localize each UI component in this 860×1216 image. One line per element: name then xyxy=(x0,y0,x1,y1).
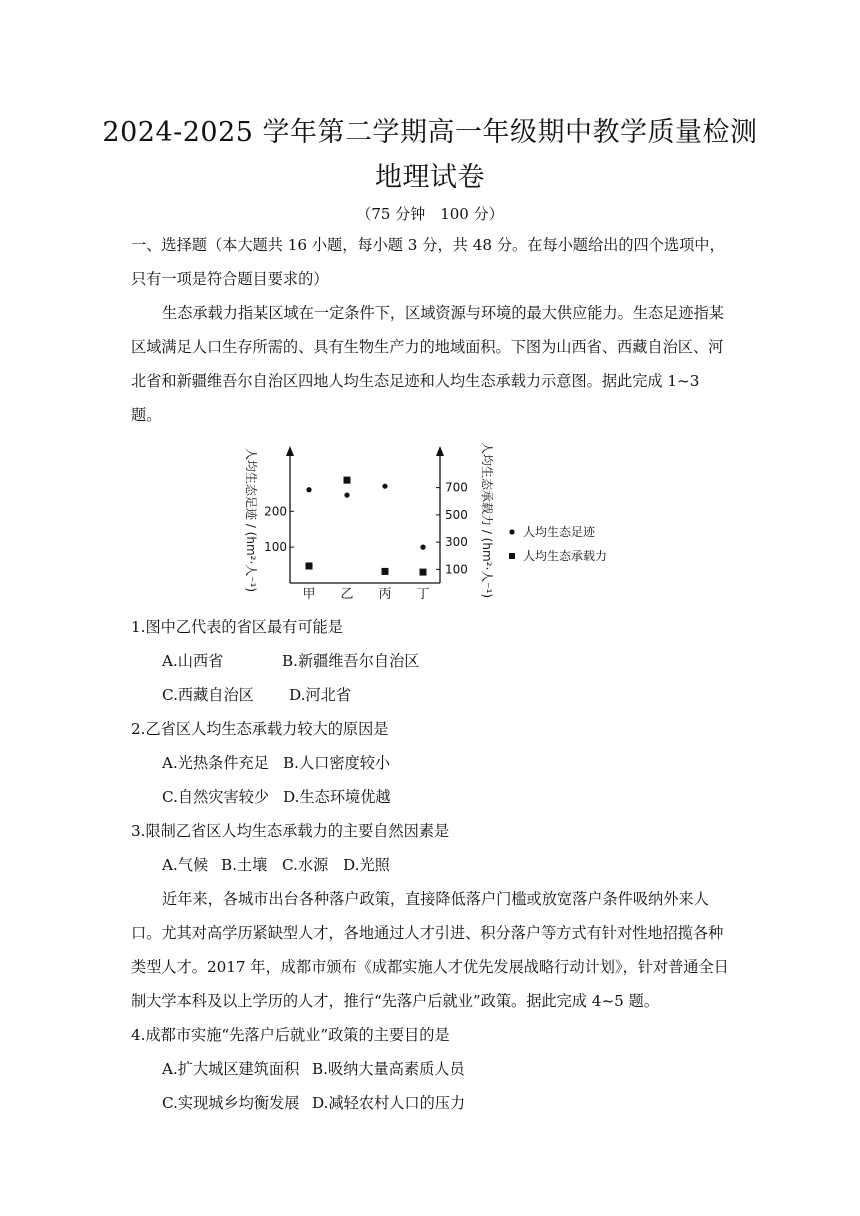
right-tick-label: 100 xyxy=(445,562,468,577)
legend-footprint-label: 人均生态足迹 xyxy=(523,525,596,539)
legend-square-marker xyxy=(509,553,515,559)
footprint-point xyxy=(306,487,311,492)
left-axis-label: 人均生态足迹 / (hm²·人⁻¹) xyxy=(244,448,258,593)
left-axis-arrow xyxy=(286,446,294,456)
category-label: 甲 xyxy=(302,587,316,602)
right-tick-label: 700 xyxy=(445,480,468,495)
right-tick-label: 500 xyxy=(445,507,468,522)
question-1-stem: 1.图中乙代表的省区最有可能是 xyxy=(131,618,343,636)
q3-option-a[interactable]: A.气候 xyxy=(162,856,209,874)
question-2-options-row-2 xyxy=(162,780,391,814)
question-2-options-row-1 xyxy=(162,746,390,780)
q2-option-b[interactable]: B.人口密度较小 xyxy=(283,754,391,772)
capacity-point xyxy=(344,477,351,484)
question-1-options-row-1 xyxy=(162,644,420,678)
capacity-point xyxy=(420,569,427,576)
left-tick-label: 100 xyxy=(264,540,287,555)
footprint-point xyxy=(382,484,387,489)
q4-option-c[interactable]: C.实现城乡均衡发展 xyxy=(162,1094,300,1112)
q2-option-d[interactable]: D.生态环境优越 xyxy=(283,788,391,806)
q1-option-c[interactable]: C.西藏自治区 xyxy=(162,686,254,704)
legend-circle-marker xyxy=(509,529,514,534)
exam-subject: 地理试卷 xyxy=(375,162,485,193)
q4-option-d[interactable]: D.减轻农村人口的压力 xyxy=(312,1094,466,1112)
category-label: 丙 xyxy=(378,587,392,602)
q3-option-c[interactable]: C.水源 xyxy=(282,856,329,874)
question-4-stem: 4.成都市实施“先落户后就业”政策的主要目的是 xyxy=(131,1026,450,1044)
question-2-stem: 2.乙省区人均生态承载力较大的原因是 xyxy=(131,720,389,738)
passage-1: 生态承载力指某区域在一定条件下，区域资源与环境的最大供应能力。生态足迹指某区域满足人口生存所需的、具有生物生产力的地域面积。下图为山西省、西藏自治区、河北省和新疆维吾尔自治区四地人均生态足迹和人均生态承载力示意图。据此完成 1~3 题。 xyxy=(131,304,724,424)
exam-duration-score: （75 分钟 100 分） xyxy=(356,205,504,223)
section-instructions: 一、选择题（本大题共 16 小题，每小题 3 分，共 48 分。在每小题给出的四个选项中，只有一项是符合题目要求的） xyxy=(131,236,725,288)
capacity-point xyxy=(306,562,313,569)
q1-option-b[interactable]: B.新疆维吾尔自治区 xyxy=(282,652,420,670)
legend-capacity-label: 人均生态承载力 xyxy=(523,549,608,563)
footprint-point xyxy=(420,545,425,550)
question-1-options-row-2 xyxy=(162,678,351,712)
q1-option-d[interactable]: D.河北省 xyxy=(289,686,352,704)
passage-2: 近年来，各城市出台各种落户政策，直接降低落户门槛或放宽落户条件吸纳外来人口。尤其对高学历紧缺型人才，各地通过人才引进、积分落户等方式有针对性地招揽各种类型人才。2017 年，成都市颁布《成都实施人才优先发展战略行动计划》，针对普通全日制大学本科及以上学历的人才，推行“先落户后就业”政策。据此完成 4~5 题。 xyxy=(131,890,729,1010)
q4-option-b[interactable]: B.吸纳大量高素质人员 xyxy=(312,1060,465,1078)
eco-footprint-chart xyxy=(235,438,635,608)
question-4-options-row-1 xyxy=(162,1052,465,1086)
q3-option-d[interactable]: D.光照 xyxy=(343,856,390,874)
question-4-options-row-2 xyxy=(162,1086,465,1120)
capacity-point xyxy=(382,568,389,575)
q1-option-a[interactable]: A.山西省 xyxy=(162,652,224,670)
q3-option-b[interactable]: B.土壤 xyxy=(221,856,268,874)
q2-option-c[interactable]: C.自然灾害较少 xyxy=(162,788,270,806)
footprint-point xyxy=(344,493,349,498)
right-axis-arrow xyxy=(436,446,444,456)
question-3-stem: 3.限制乙省区人均生态承载力的主要自然因素是 xyxy=(131,822,450,840)
right-tick-label: 300 xyxy=(445,535,468,550)
question-3-options xyxy=(162,848,390,882)
q4-option-a[interactable]: A.扩大城区建筑面积 xyxy=(162,1060,300,1078)
q2-option-a[interactable]: A.光热条件充足 xyxy=(162,754,269,772)
exam-title: 2024-2025 学年第二学期高一年级期中教学质量检测 xyxy=(102,117,758,148)
category-label: 丁 xyxy=(416,587,430,602)
category-label: 乙 xyxy=(340,587,354,602)
right-axis-label: 人均生态承载力 / (hm²·人⁻¹) xyxy=(480,442,494,599)
left-tick-label: 200 xyxy=(264,504,287,519)
